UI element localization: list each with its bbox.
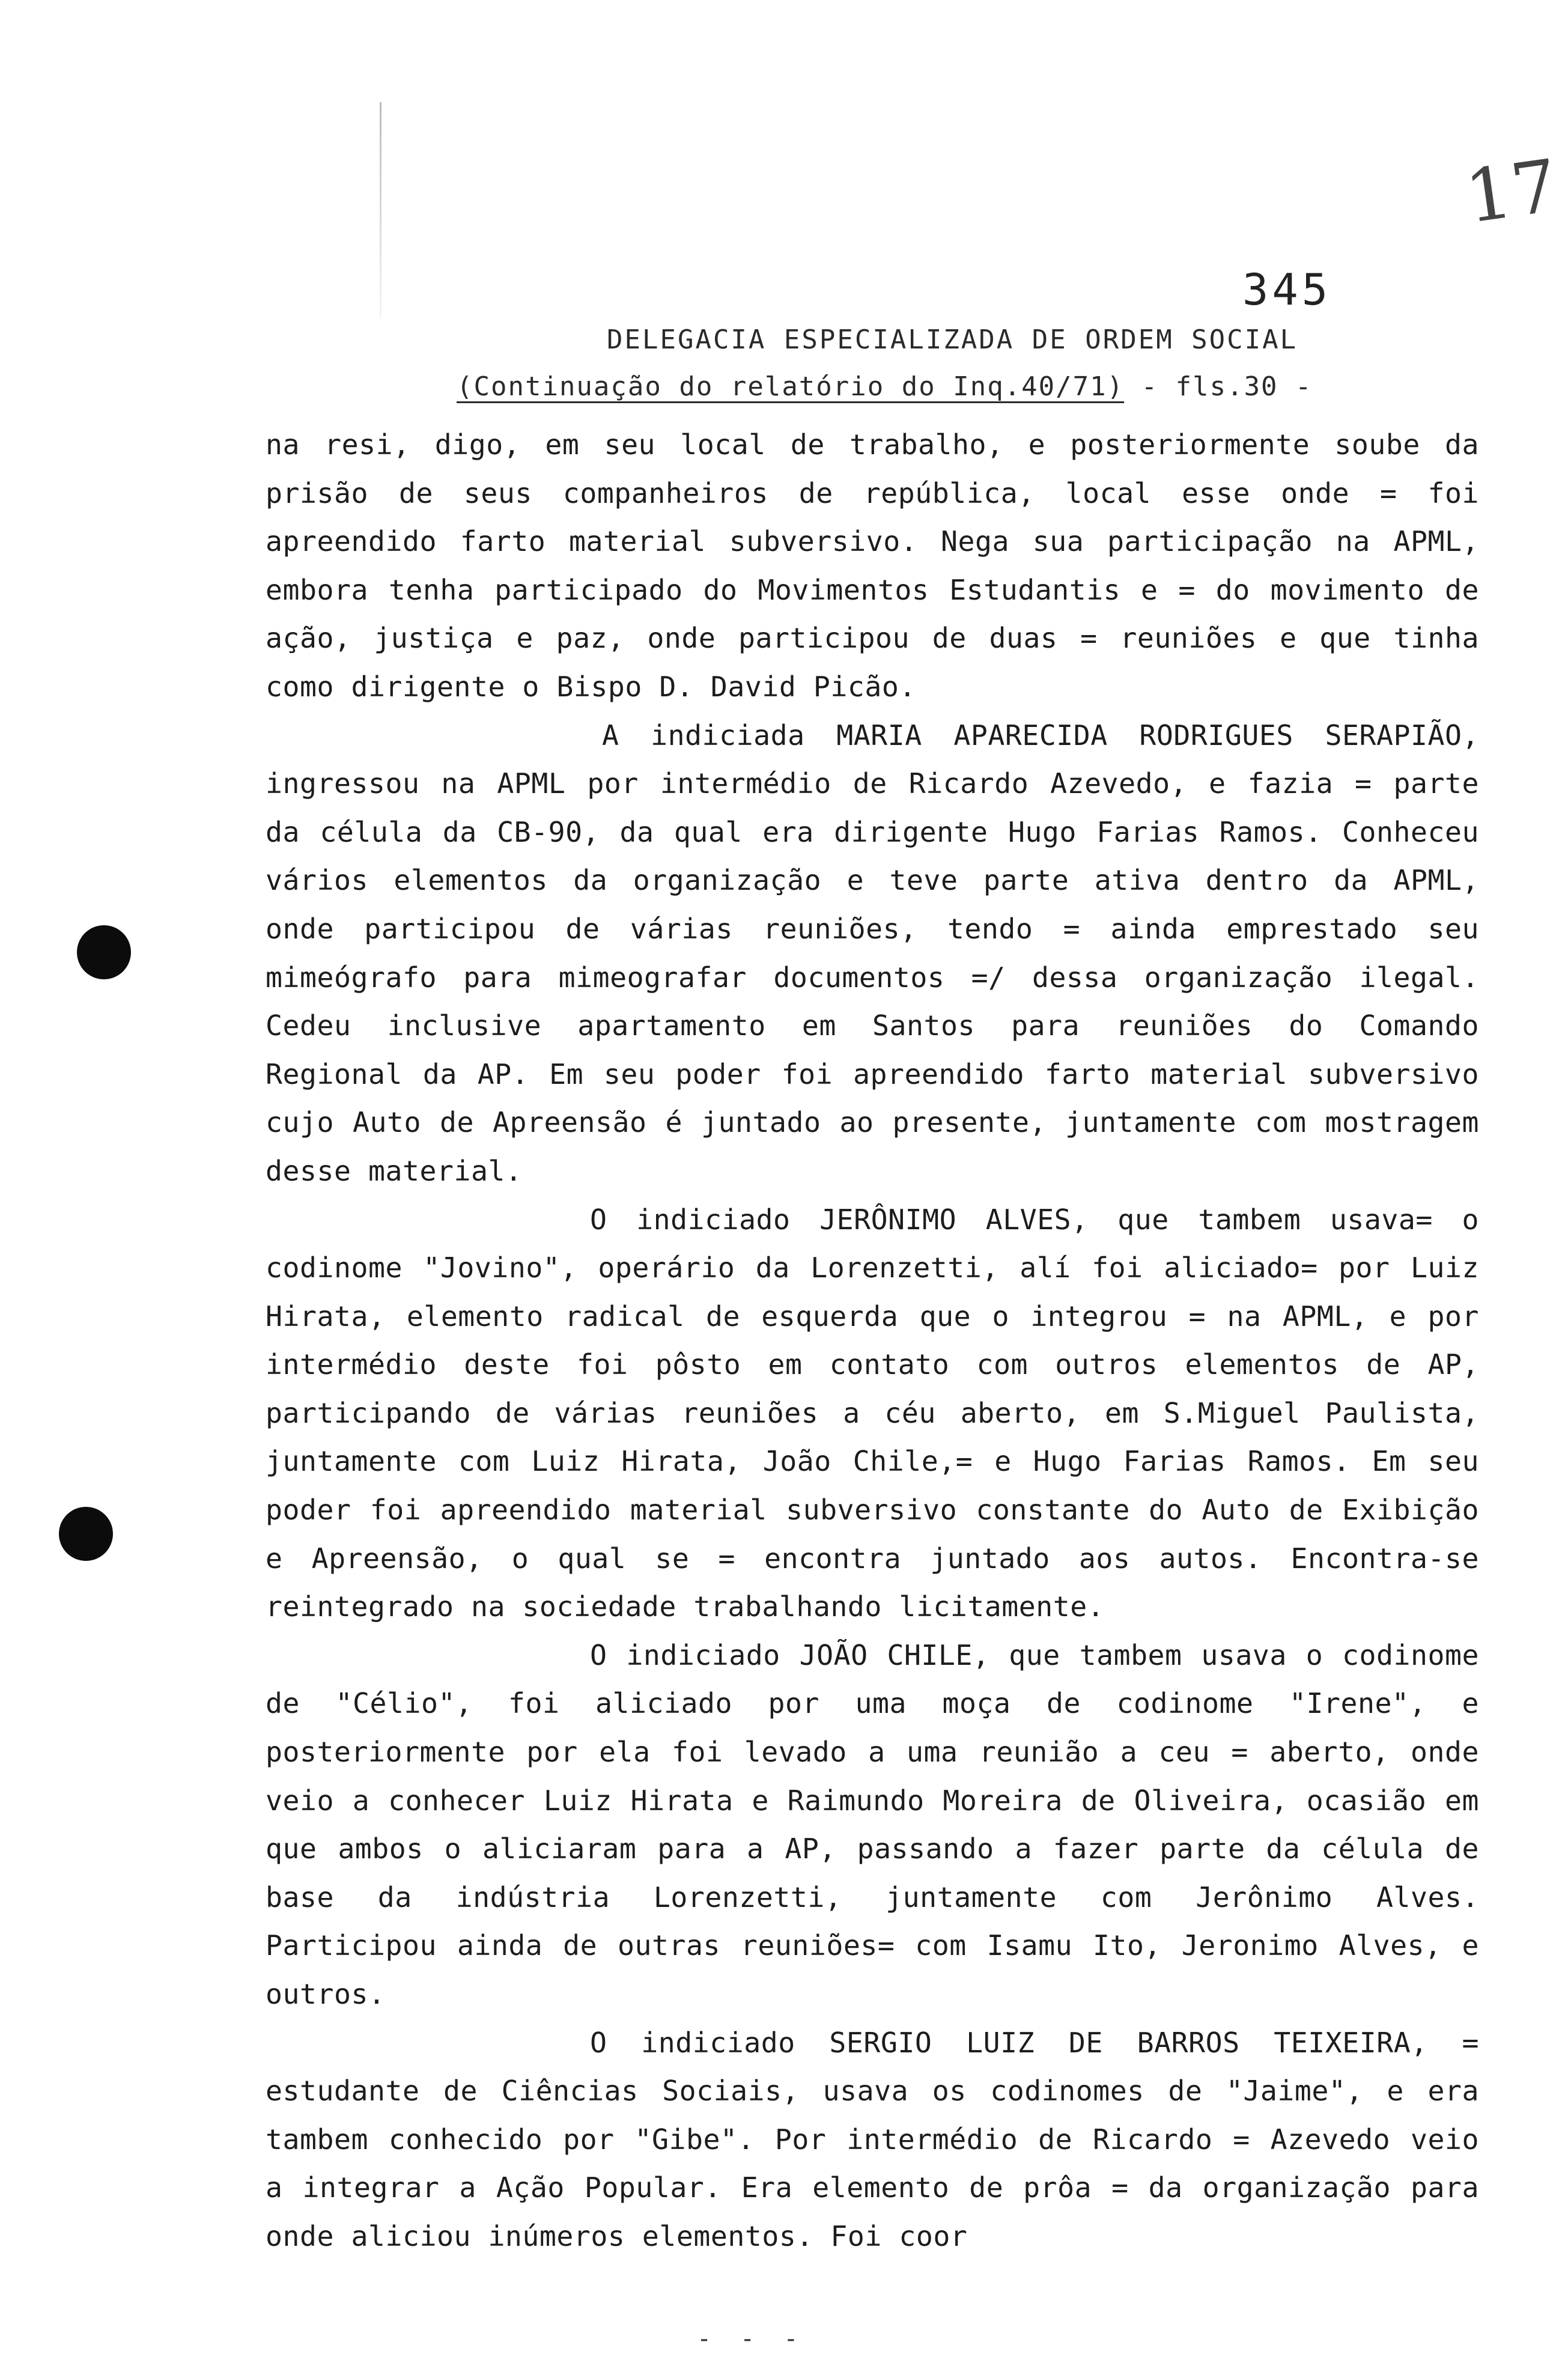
paragraph-4 xyxy=(266,1631,1479,2019)
paragraph-2-text: A indiciada MARIA APARECIDA RODRIGUES SERAPIÃO, ingressou na APML por intermédio de Ricardo Azevedo, e fazia = parte da célula da CB-90, da qual era dirigente Hugo Farias Ramos. Conheceu vários elementos da organização e teve parte ativa dentro da APML, onde participou de várias reuniões, tendo = ainda emprestado seu mimeógrafo para mimeografar documentos =/ dessa organização ilegal. Cedeu inclusive apartamento em Santos para reuniões do Comando Regional da AP. Em seu poder foi apreendido farto material subversivo cujo Auto de Apreensão é juntado ao presente, juntamente com mostragem desse material. xyxy=(266,719,1479,1187)
continuation-header xyxy=(457,371,1313,402)
binding-mark xyxy=(380,102,381,318)
paragraph-1: na resi, digo, em seu local de trabalho, e posteriormente soube da prisão de seus companheiros de república, local esse onde = foi apreendido farto material subversivo. Nega sua participação na APML, embora tenha participado do Movimentos Estudantis e = do movimento de ação, justiça e paz, onde participou de duas = reuniões e que tinha como dirigente o Bispo D. David Picão. xyxy=(266,428,1479,703)
paragraph-3-text: O indiciado JERÔNIMO ALVES, que tambem usava= o codinome "Jovino", operário da Lorenzetti, alí foi aliciado= por Luiz Hirata, elemento radical de esquerda que o integrou = na APML, e por intermédio deste foi pôsto em contato com outros elementos de AP, participando de várias reuniões a céu aberto, em S.Miguel Paulista, juntamente com Luiz Hirata, João Chile,= e Hugo Farias Ramos. Em seu poder foi apreendido material subversivo constante do Auto de Exibição e Apreensão, o qual se = encontra juntado aos autos. Encontra-se reintegrado na sociedade trabalhando licitamente. xyxy=(266,1203,1479,1623)
agency-header: DELEGACIA ESPECIALIZADA DE ORDEM SOCIAL xyxy=(607,324,1298,355)
sheet-number: - fls.30 - xyxy=(1141,371,1313,402)
continuation-text: (Continuação do relatório do Inq.40/71) xyxy=(457,371,1125,402)
footer-dashes: - - - xyxy=(697,2325,806,2353)
page-number: 345 xyxy=(1242,264,1332,315)
paragraph-5 xyxy=(266,2019,1479,2261)
report-body xyxy=(266,421,1479,2261)
paragraph-4-text: O indiciado JOÃO CHILE, que tambem usava o codinome de "Célio", foi aliciado por uma moça de codinome "Irene", e posteriormente por ela foi levado a uma reunião a ceu = aberto, onde veio a conhecer Luiz Hirata e Raimundo Moreira de Oliveira, ocasião em que ambos o aliciaram para a AP, passando a fazer parte da célula de base da indústria Lorenzetti, juntamente com Jerônimo Alves. Participou ainda de outras reuniões= com Isamu Ito, Jeronimo Alves, e outros. xyxy=(266,1638,1479,2010)
paragraph-3 xyxy=(266,1196,1479,1631)
punch-hole-bottom xyxy=(59,1507,113,1561)
paragraph-2 xyxy=(266,711,1479,1196)
handwritten-folio-mark: 17 xyxy=(1460,144,1563,240)
paragraph-5-text: O indiciado SERGIO LUIZ DE BARROS TEIXEIRA, = estudante de Ciências Sociais, usava os codinomes de "Jaime", e era tambem conhecido por "Gibe". Por intermédio de Ricardo = Azevedo veio a integrar a Ação Popular. Era elemento de prôa = da organização para onde aliciou inúmeros elementos. Foi coor xyxy=(266,2026,1479,2252)
punch-hole-top xyxy=(77,925,131,979)
